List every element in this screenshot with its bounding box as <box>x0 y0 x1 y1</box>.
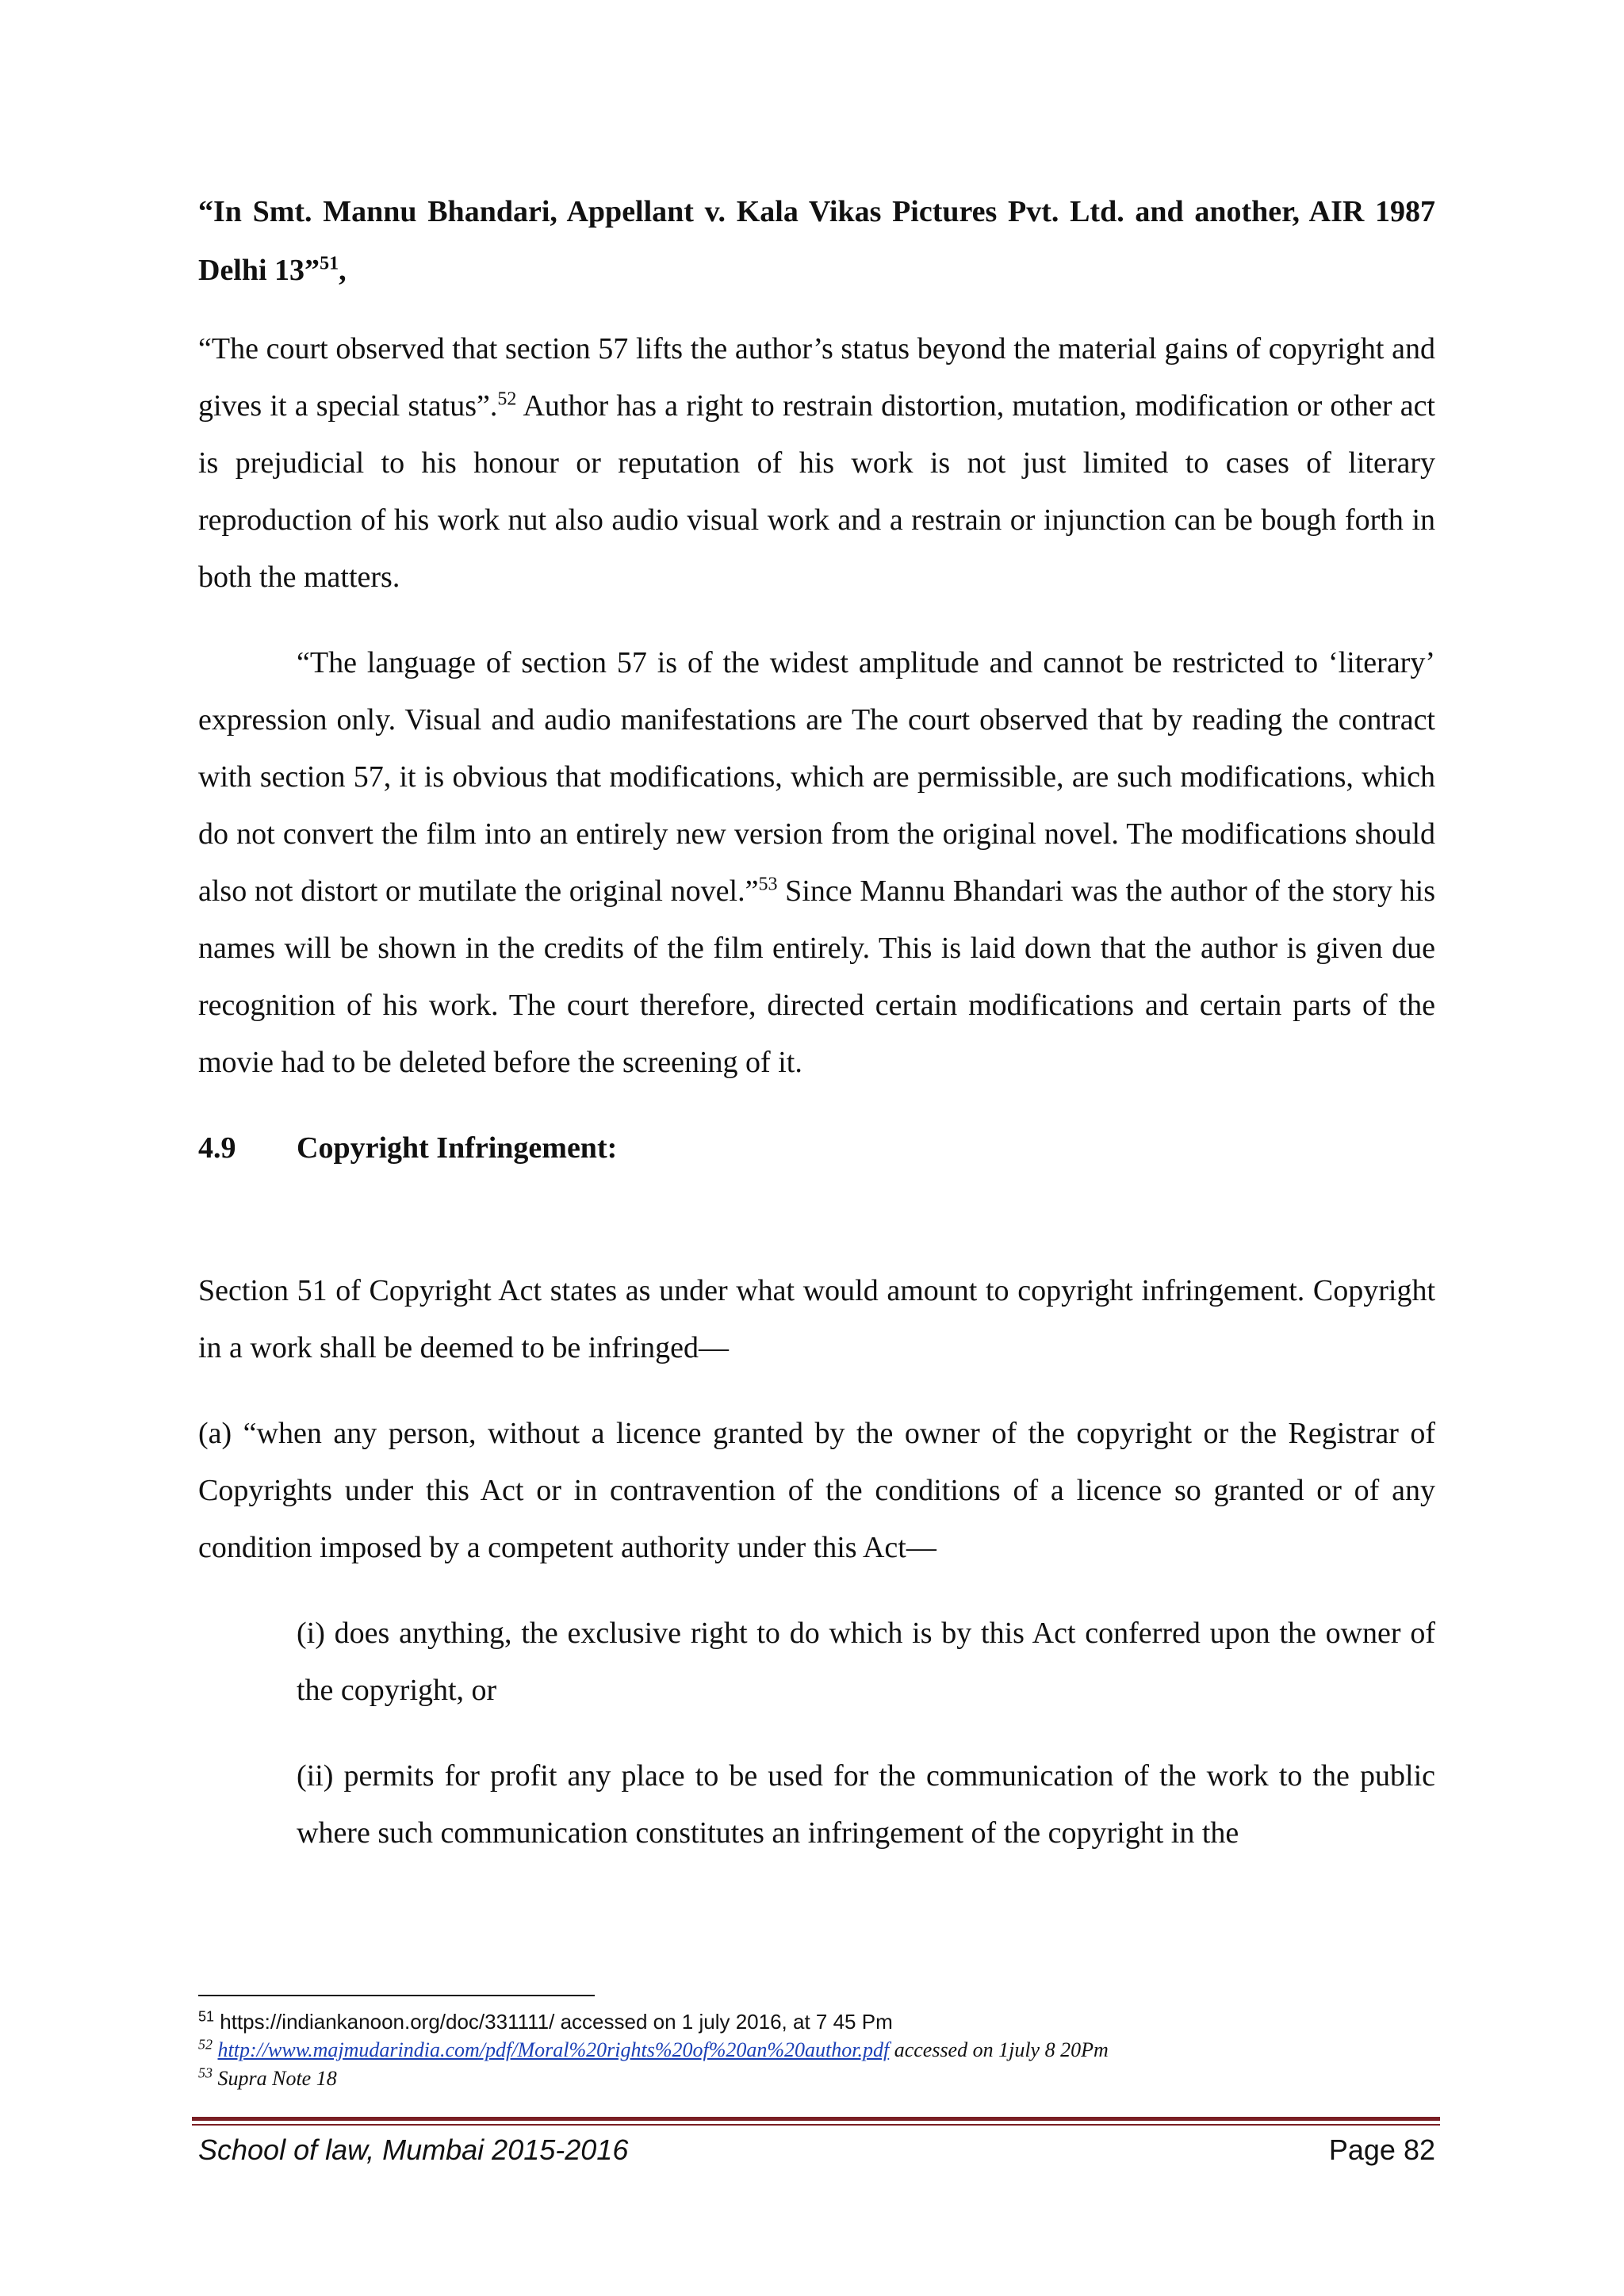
footnote-link[interactable]: http://www.majmudarindia.com/pdf/Moral%20rights%20of%20an%20author.pdf <box>217 2038 890 2061</box>
footnote-text: accessed on 1july 8 20Pm <box>889 2038 1109 2061</box>
page-footer <box>198 2131 1435 2169</box>
footnote-ref-53: 53 <box>758 874 778 895</box>
footnote-53 <box>198 2064 1435 2093</box>
footnote-number: 51 <box>198 2008 215 2025</box>
footnote-51 <box>198 2007 1435 2036</box>
page-number: Page 82 <box>1328 2133 1435 2166</box>
footer-rule-thin <box>192 2124 1440 2126</box>
section-title: Copyright Infringement: <box>297 1131 618 1165</box>
footnote-number: 53 <box>198 2064 213 2081</box>
footnote-ref-52: 52 <box>497 388 517 410</box>
footnote-text: Supra Note 18 <box>213 2067 337 2090</box>
paragraph-court-observation <box>198 320 1435 606</box>
paragraph-section-51: Section 51 of Copyright Act states as under what would amount to copyright infringement. Copyright in a work shall be deemed to be infringed— <box>198 1274 1435 1364</box>
list-item-ii: (ii) permits for profit any place to be used for the communication of the work to the public where such communication constitutes an infringement of the copyright in the <box>297 1759 1435 1850</box>
footnote-52 <box>198 2036 1435 2064</box>
case-heading-text: “In Smt. Mannu Bhandari, Appellant v. Kala Vikas Pictures Pvt. Ltd. and another, AIR 1987 Delhi 13” <box>198 195 1435 287</box>
case-heading <box>198 182 1435 300</box>
paragraph-text: “The language of section 57 is of the widest amplitude and cannot be restricted to ‘literary’ expression only. Visual and audio manifestations are The court observed that by reading the contract with section 57, it is obvious that modifications, which are permissible, are such modifications, which do not convert the film into an entirely new version from the original novel. The modifications should also not distort or mutilate the original novel.” <box>198 646 1435 908</box>
paragraph-text: Author has a right to restrain distortion, mutation, modification or other act is prejudicial to his honour or reputation of his work is not just limited to cases of literary reproduction of his work nut also audio visual work and a restrain or injunction can be bough forth in both the matters. <box>198 389 1435 594</box>
section-heading <box>198 1119 1435 1177</box>
paragraph-clause-a: (a) “when any person, without a licence granted by the owner of the copyright or the Registrar of Copyrights under this Act or in contravention of the conditions of a licence so granted or of any condition imposed by a competent authority under this Act— <box>198 1417 1435 1564</box>
footer-rule-thick <box>192 2117 1440 2121</box>
paragraph-section-57 <box>198 634 1435 1091</box>
footer-institution: School of law, Mumbai 2015-2016 <box>198 2133 629 2166</box>
footnote-divider <box>198 1995 595 1996</box>
footnote-ref-51: 51 <box>320 253 339 274</box>
footnote-number: 52 <box>198 2036 213 2053</box>
footnote-text: https://indiankanoon.org/doc/331111/ accessed on 1 july 2016, at 7 45 Pm <box>214 2010 893 2034</box>
paragraph-text: “The court observed that section 57 lifts the author’s status beyond the material gains of copyright and gives it a special status”. <box>198 332 1435 423</box>
list-item-i: (i) does anything, the exclusive right to do which is by this Act conferred upon the owner of the copyright, or <box>297 1617 1435 1707</box>
page-content <box>198 182 1435 1862</box>
case-heading-trail: , <box>339 254 347 287</box>
section-number: 4.9 <box>198 1131 236 1165</box>
paragraph-text: Since Mannu Bhandari was the author of the story his names will be shown in the credits of the film entirely. This is laid down that the author is given due recognition of his work. The court therefore, directed certain modifications and certain parts of the movie had to be deleted before the screening of it. <box>198 874 1436 1079</box>
footnotes <box>198 2007 1435 2093</box>
